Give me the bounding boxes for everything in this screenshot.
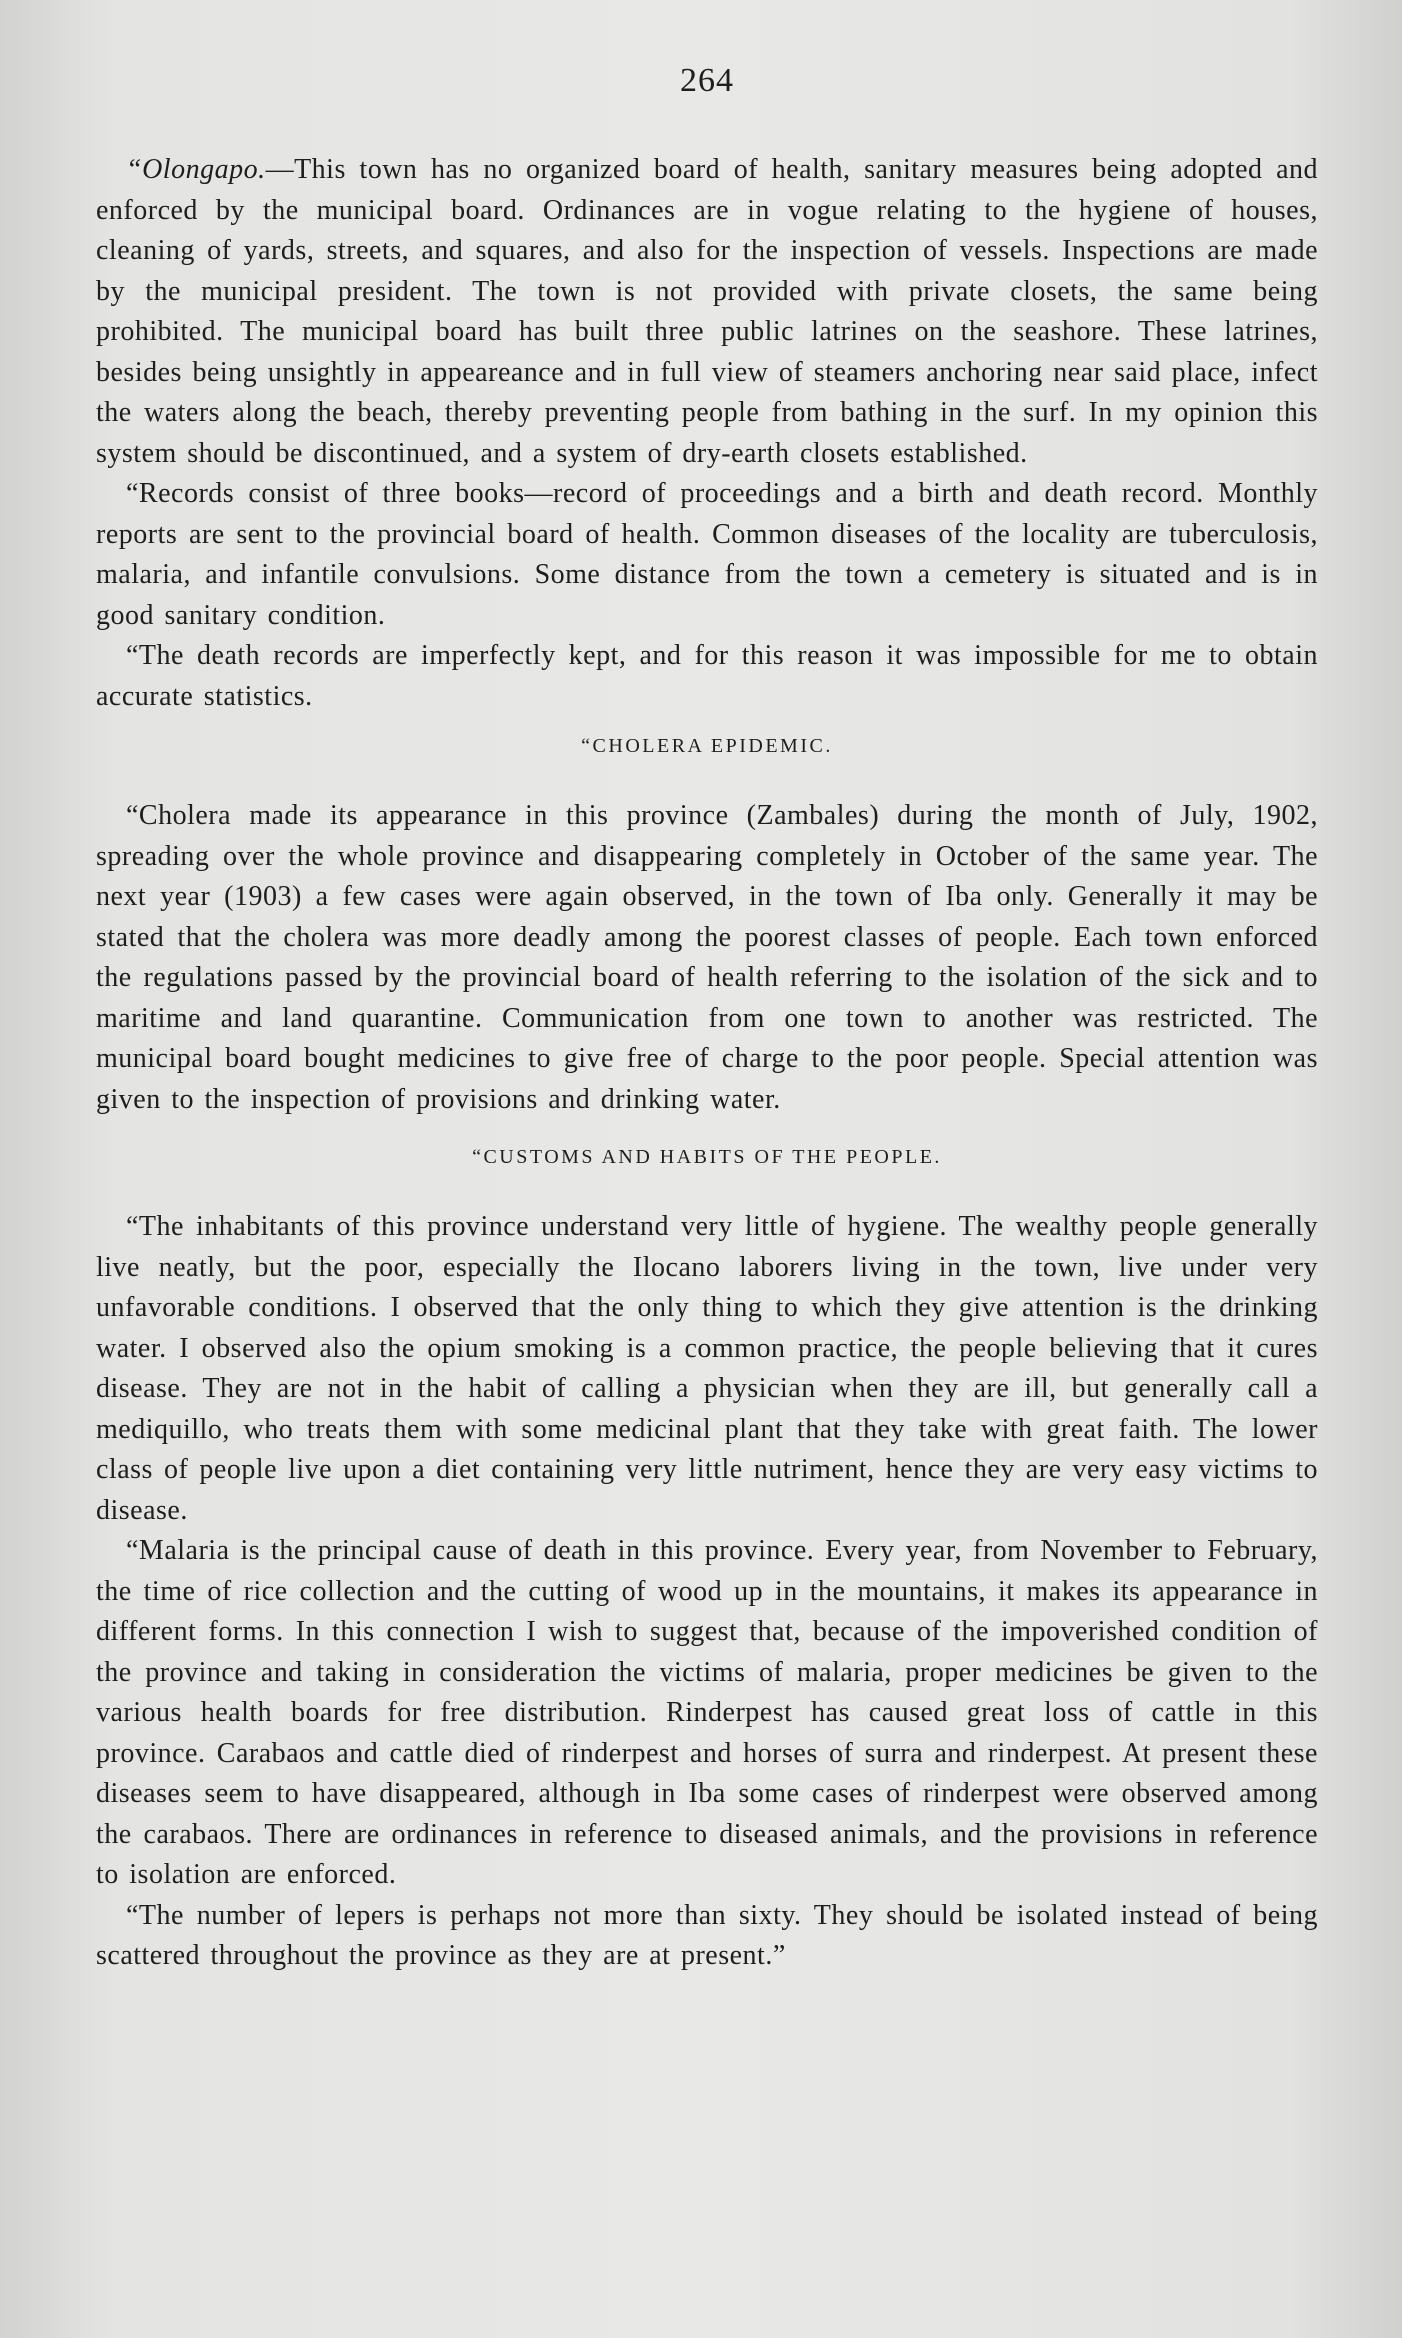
death-records-paragraph: “The death records are imperfectly kept, and for this reason it was impossible for me to obtain accurate statistics. [96, 640, 1318, 712]
page-number: 264 [680, 62, 734, 99]
olongapo-text: —This town has no organized board of health, sanitary measures being adopted and enforced by the municipal board. Ordinances are in vogue relating to the hygiene of houses, cleaning of yards, streets, and squares, and also for the inspection of vessels. Inspections are made by the municipal president. The town is not provided with private closets, the same being prohibited. The municipal board has built three public latrines on the seashore. These latrines, besides being unsightly in appeareance and in full view of steamers anchoring near said place, infect the waters along the beach, thereby preventing people from bathing in the surf. In my opinion this system should be discontinued, and a system of dry-earth closets established. [96, 154, 1318, 469]
malaria-paragraph: “Malaria is the principal cause of death in this province. Every year, from November to February, the time of rice collection and the cutting of wood up in the mountains, it makes its appearance in different forms. In this connection I wish to suggest that, because of the impoverished condition of the province and taking in consideration the victims of malaria, proper medicines be given to the various health boards for free distribution. Rinderpest has caused great loss of cattle in this province. Carabaos and cattle died of rinderpest and horses of surra and rinderpest. At present these diseases seem to have disappeared, although in Iba some cases of rinderpest were observed among the carabaos. There are ordinances in reference to diseased animals, and the provisions in reference to isolation are enforced. [96, 1535, 1318, 1890]
records-paragraph: “Records consist of three books—record of proceedings and a birth and death record. Monthly reports are sent to the provincial board of health. Common diseases of the locality are tuberculosis, malaria, and infantile convulsions. Some distance from the town a cemetery is situated and is in good sanitary condition. [96, 478, 1318, 631]
cholera-paragraph: “Cholera made its appearance in this province (Zambales) during the month of July, 1902, spreading over the whole province and disappearing completely in October of the same year. The next year (1903) a few cases were again observed, in the town of Iba only. Generally it may be stated that the cholera was more deadly among the poorest classes of people. Each town enforced the regulations passed by the provincial board of health referring to the isolation of the sick and to maritime and land quarantine. Communication from one town to another was restricted. The municipal board bought medicines to give free of charge to the poor people. Special attention was given to the inspection of provisions and drinking water. [96, 800, 1318, 1115]
olongapo-lead: “Olongapo. [126, 154, 266, 185]
customs-heading: “CUSTOMS AND HABITS OF THE PEOPLE. [472, 1146, 942, 1168]
lepers-paragraph: “The number of lepers is perhaps not more than sixty. They should be isolated instead of being scattered throughout the province as they are at present.” [96, 1899, 1318, 1971]
cholera-heading: “CHOLERA EPIDEMIC. [581, 735, 833, 757]
hygiene-paragraph: “The inhabitants of this province understand very little of hygiene. The wealthy people generally live neatly, but the poor, especially the Ilocano laborers living in the town, live under very unfavorable conditions. I observed that the only thing to which they give attention is the drinking water. I observed also the opium smoking is a common practice, the people believing that it cures disease. They are not in the habit of calling a physician when they are ill, but generally call a mediquillo, who treats them with some medicinal plant that they take with great faith. The lower class of people live upon a diet containing very little nutriment, hence they are very easy victims to disease. [96, 1211, 1318, 1526]
olongapo-paragraph [96, 150, 1318, 474]
